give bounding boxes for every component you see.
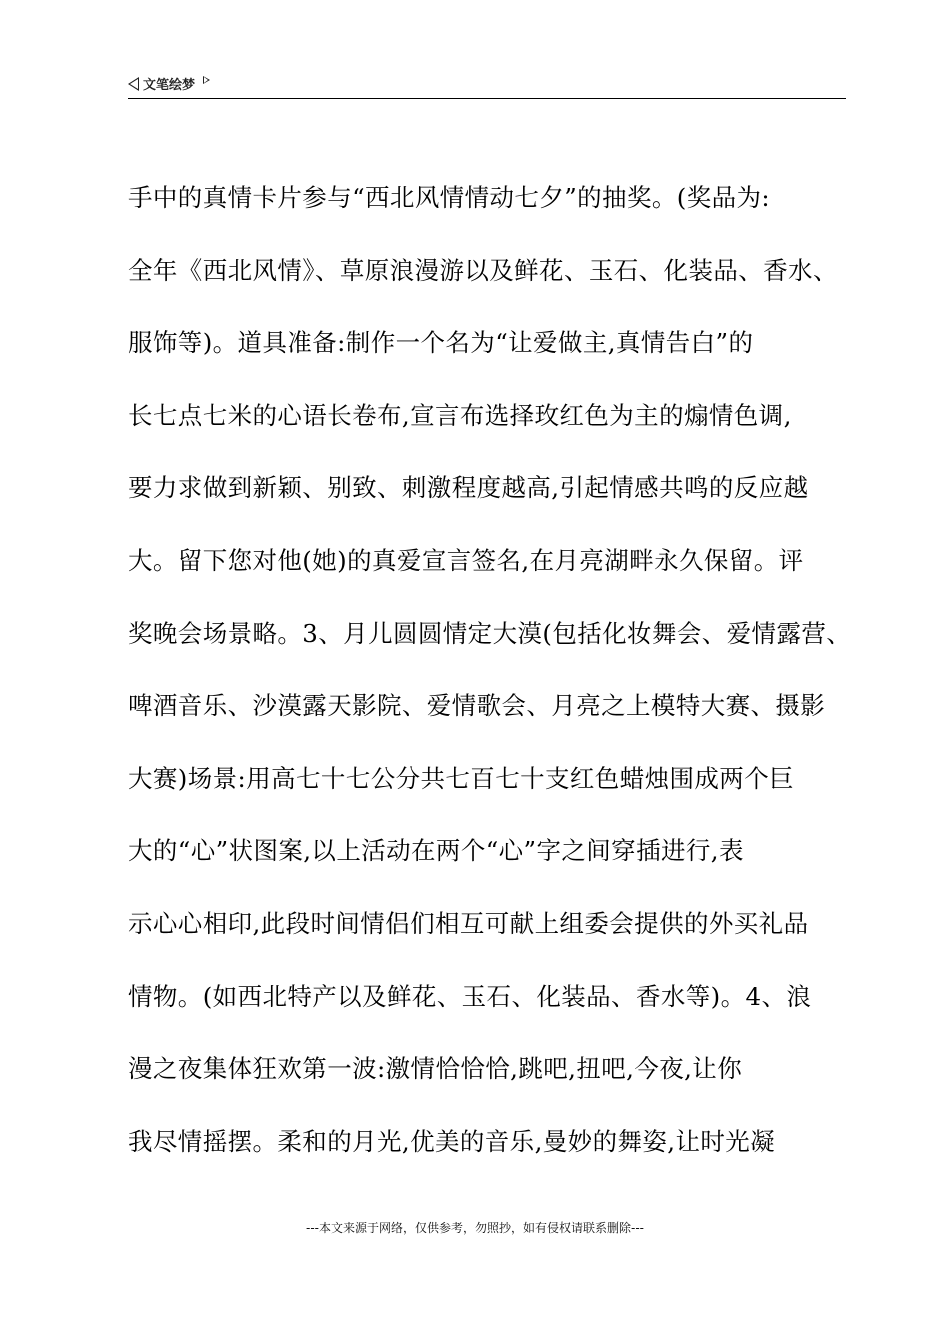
text-line: 啤酒音乐、沙漠露天影院、爱情歌会、月亮之上模特大赛、摄影: [128, 691, 826, 721]
text-line: 大。留下您对他(她)的真爱宣言签名,在月亮湖畔永久保留。评: [128, 545, 804, 575]
text-line: 全年《西北风情》、草原浪漫游以及鲜花、玉石、化装品、香水、: [128, 255, 838, 285]
document-body: [128, 170, 868, 1186]
triangle-right-icon: [203, 76, 210, 84]
triangle-left-icon: [128, 77, 139, 91]
text-line: 长七点七米的心语长卷布,宣言布选择玫红色为主的煽情色调,: [128, 400, 792, 430]
text-line: 手中的真情卡片参与“西北风情情动七夕”的抽奖。(奖品为:: [128, 183, 771, 212]
page-footer: ---本文来源于网络，仅供参考，勿照抄，如有侵权请联系删除---: [306, 1221, 644, 1235]
text-line: 大的“心”状图案,以上活动在两个“心”字之间穿插进行,表: [128, 836, 744, 866]
page-header: [128, 72, 846, 99]
text-line: 漫之夜集体狂欢第一波:激情恰恰恰,跳吧,扭吧,今夜,让你: [128, 1054, 743, 1084]
text-line: 要力求做到新颖、别致、刺激程度越高,引起情感共鸣的反应越: [128, 473, 809, 503]
text-line: 大赛)场景:用高七十七公分共七百七十支红色蜡烛围成两个巨: [128, 763, 795, 793]
text-line: 奖晚会场景略。3、月儿圆圆情定大漠(包括化妆舞会、爱情露营、: [128, 618, 852, 648]
text-line: 我尽情摇摆。柔和的月光,优美的音乐,曼妙的舞姿,让时光凝: [128, 1126, 776, 1156]
header-title: 文笔绘梦: [143, 78, 196, 93]
header-title-group: [128, 74, 210, 93]
text-line: 服饰等)。道具准备:制作一个名为“让爱做主,真情告白”的: [128, 328, 754, 358]
text-line: 情物。(如西北特产以及鲜花、玉石、化装品、香水等)。4、浪: [128, 981, 812, 1011]
text-line: 示心心相印,此段时间情侣们相互可献上组委会提供的外买礼品: [128, 908, 809, 938]
